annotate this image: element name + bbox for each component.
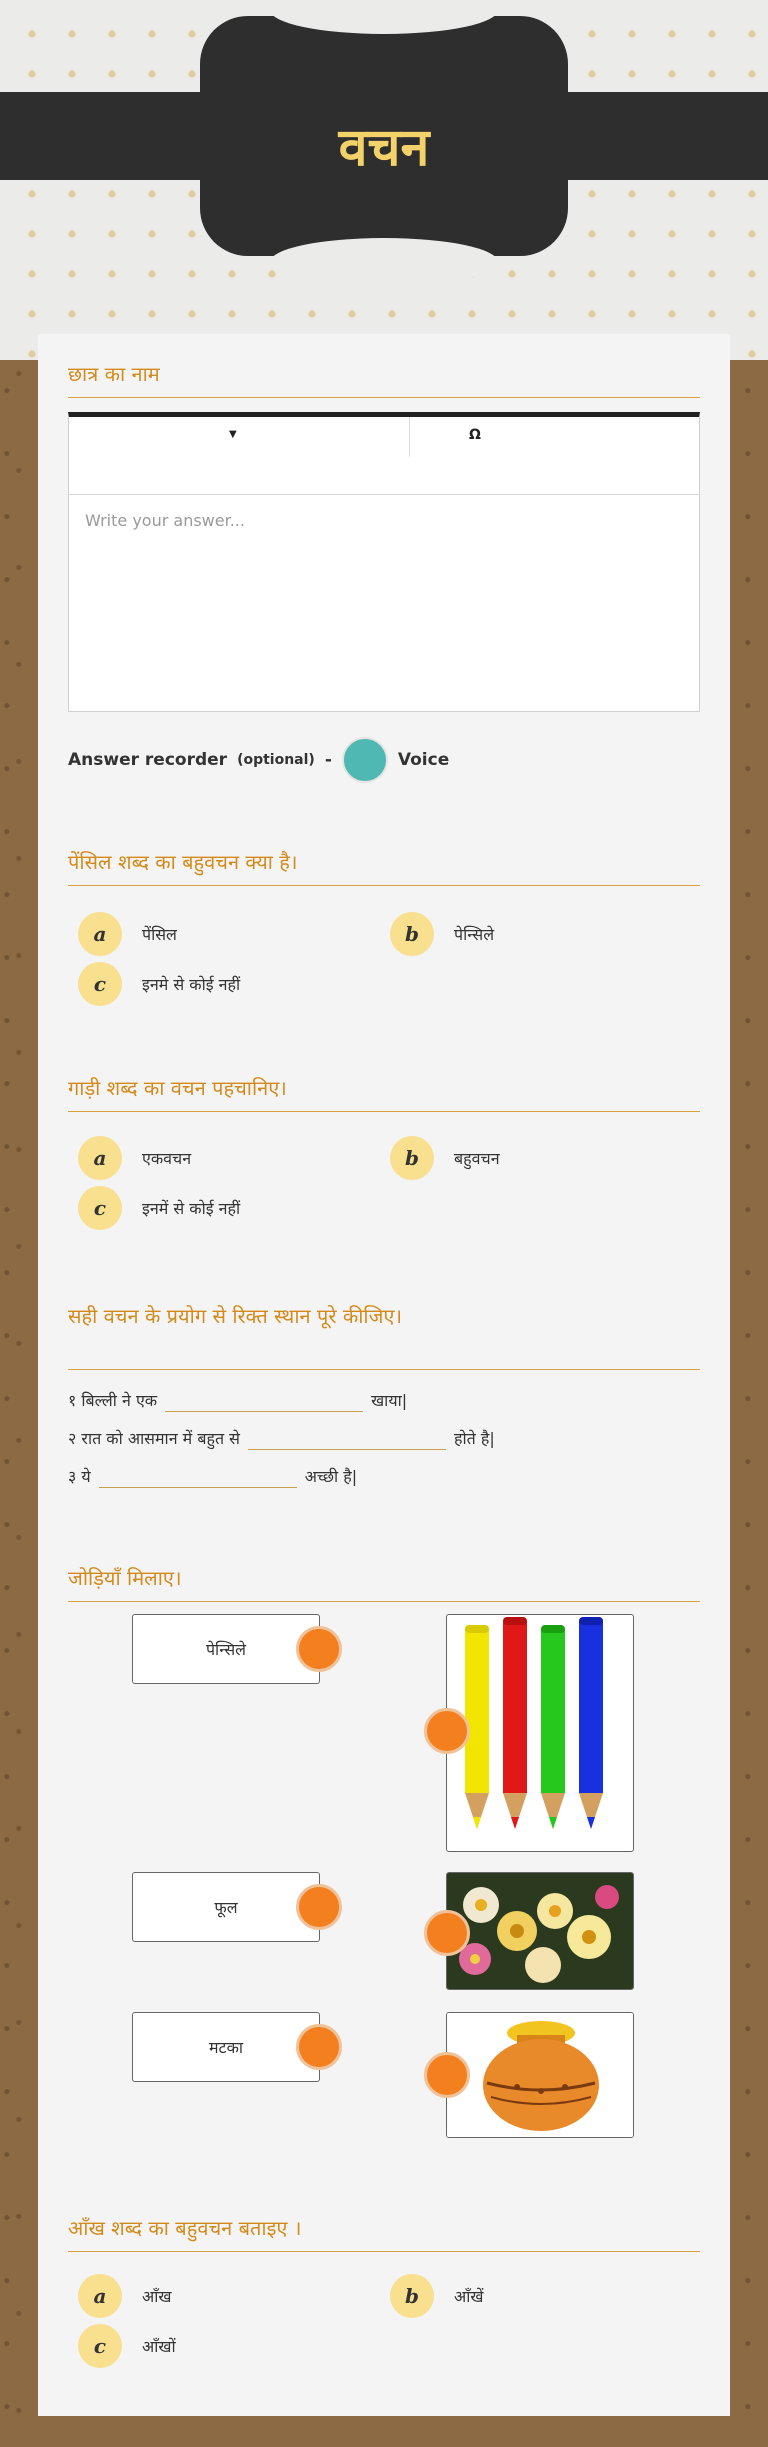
match-left-label: फूल — [214, 1898, 238, 1917]
q2-title: गाड़ी शब्द का वचन पहचानिए। — [68, 1074, 700, 1112]
answer-recorder — [68, 736, 449, 784]
match-left-1[interactable] — [132, 1614, 320, 1684]
voice-label: Voice — [397, 750, 450, 770]
q5-option-a[interactable] — [78, 2274, 171, 2318]
option-text: बहुवचन — [454, 1149, 500, 1168]
answer-placeholder[interactable]: Write your answer... — [85, 511, 245, 530]
q2-option-a[interactable] — [78, 1136, 191, 1180]
pencils-image — [446, 1614, 634, 1852]
fill-line-1 — [68, 1388, 407, 1412]
option-badge-c: c — [78, 1186, 122, 1230]
q1-option-c[interactable] — [78, 962, 240, 1006]
flowers-icon — [447, 1873, 634, 1990]
fill-after: होते है| — [453, 1429, 495, 1448]
match-left-label: मटका — [208, 2038, 244, 2057]
match-left-label: पेन्सिले — [205, 1640, 247, 1659]
q1-option-a[interactable] — [78, 912, 177, 956]
format-dropdown-icon[interactable]: ▼ — [229, 429, 237, 440]
q5-title: आँख शब्द का बहुवचन बताइए । — [68, 2214, 700, 2252]
flowers-image — [446, 1872, 634, 1990]
recorder-dash: - — [324, 750, 332, 770]
pot-icon — [447, 2013, 634, 2138]
worksheet-card — [38, 334, 730, 2416]
option-badge-b: b — [390, 912, 434, 956]
fill-line-3 — [68, 1464, 357, 1488]
option-badge-b: b — [390, 2274, 434, 2318]
match-left-dot-3[interactable] — [296, 2024, 342, 2070]
q1-title: पेंसिल शब्द का बहुवचन क्या है। — [68, 848, 700, 886]
match-left-dot-1[interactable] — [296, 1626, 342, 1672]
match-left-3[interactable] — [132, 2012, 320, 2082]
fill-before: ३ ये — [68, 1467, 91, 1486]
q2-option-c[interactable] — [78, 1186, 240, 1230]
q5-option-c[interactable] — [78, 2324, 176, 2368]
option-text: इनमें से कोई नहीं — [142, 1199, 241, 1218]
fill-blank-1[interactable] — [165, 1388, 363, 1412]
q2-option-b[interactable] — [390, 1136, 500, 1180]
match-right-dot-1[interactable] — [424, 1708, 470, 1754]
option-badge-c: c — [78, 962, 122, 1006]
match-right-dot-2[interactable] — [424, 1910, 470, 1956]
q5-option-b[interactable] — [390, 2274, 483, 2318]
toolbar-divider — [409, 417, 410, 457]
option-text: एकवचन — [142, 1149, 192, 1168]
fill-before: २ रात को आसमान में बहुत से — [68, 1429, 240, 1448]
option-badge-b: b — [390, 1136, 434, 1180]
option-text: आँखों — [142, 2337, 176, 2356]
option-badge-a: a — [78, 912, 122, 956]
q4-title: जोड़ियाँ मिलाए। — [68, 1564, 700, 1602]
page-title: वचन — [338, 117, 430, 178]
fill-line-2 — [68, 1426, 495, 1450]
editor-toolbar — [69, 417, 699, 495]
pencils-icon — [447, 1615, 634, 1852]
option-text: पेन्सिले — [454, 925, 495, 944]
option-text: आँखें — [454, 2287, 484, 2306]
q3-title: सही वचन के प्रयोग से रिक्त स्थान पूरे कीजिए। — [68, 1302, 700, 1370]
fill-blank-2[interactable] — [248, 1426, 446, 1450]
option-badge-a: a — [78, 2274, 122, 2318]
voice-record-button[interactable] — [342, 737, 388, 783]
match-left-2[interactable] — [132, 1872, 320, 1942]
fill-after: खाया| — [371, 1391, 408, 1410]
q1-option-b[interactable] — [390, 912, 494, 956]
fill-blank-3[interactable] — [99, 1464, 297, 1488]
recorder-label: Answer recorder — [68, 750, 228, 770]
recorder-optional: (optional) — [237, 752, 315, 768]
option-text: आँख — [142, 2287, 172, 2306]
option-text: इनमे से कोई नहीं — [142, 975, 241, 994]
fill-after: अच्छी है| — [304, 1467, 358, 1486]
pot-image — [446, 2012, 634, 2138]
fill-before: १ बिल्ली ने एक — [68, 1391, 158, 1410]
match-left-dot-2[interactable] — [296, 1884, 342, 1930]
special-char-icon[interactable]: Ω — [469, 427, 481, 443]
match-right-dot-3[interactable] — [424, 2052, 470, 2098]
student-name-label: छात्र का नाम — [68, 360, 700, 398]
option-badge-a: a — [78, 1136, 122, 1180]
answer-editor[interactable] — [68, 412, 700, 712]
option-badge-c: c — [78, 2324, 122, 2368]
option-text: पेंसिल — [142, 925, 177, 944]
